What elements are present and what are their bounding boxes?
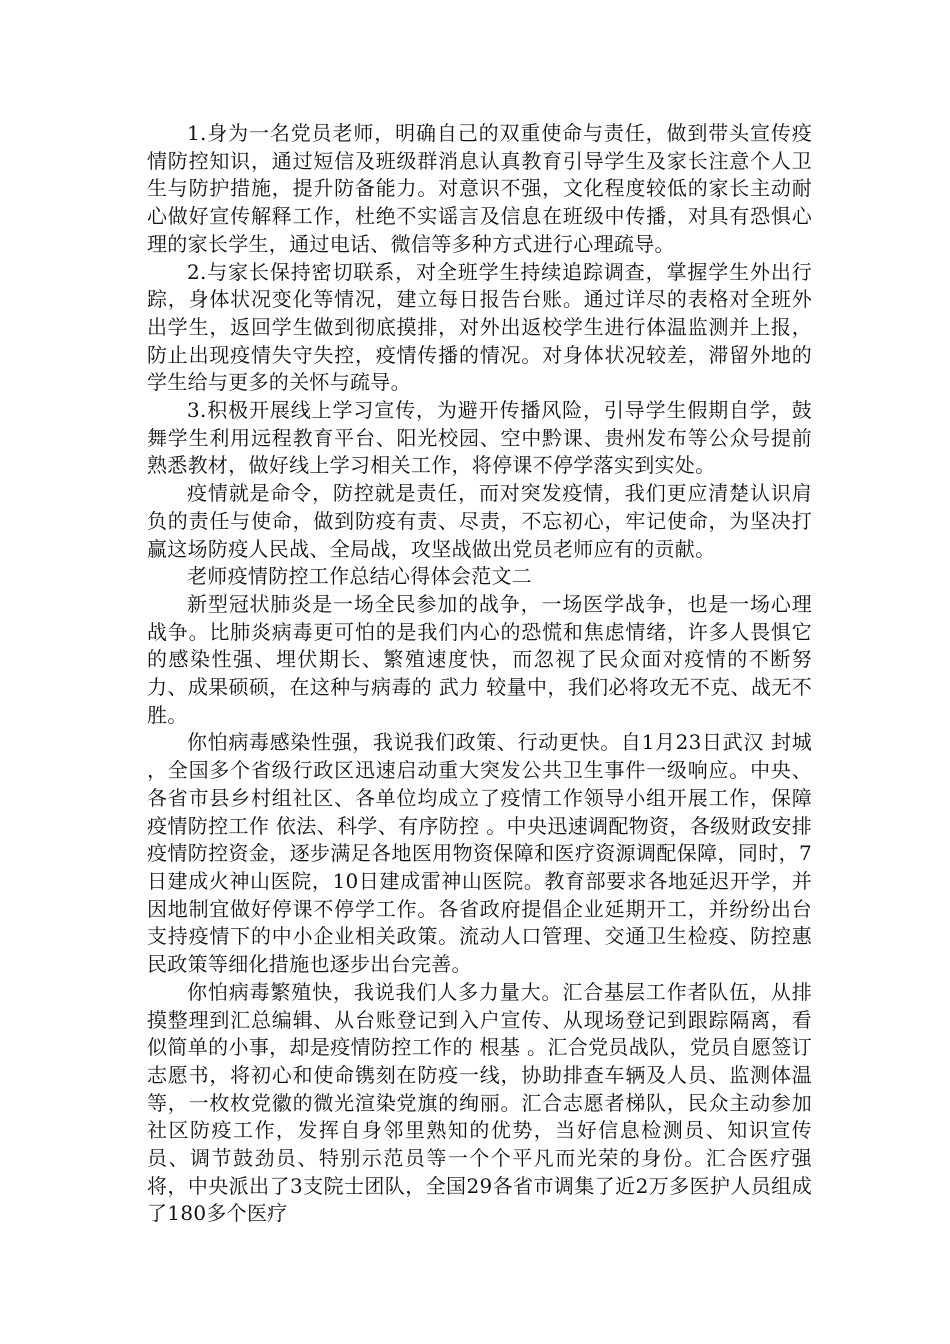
paragraph-7: 你怕病毒繁殖快，我说我们人多力量大。汇合基层工作者队伍，从排摸整理到汇总编辑、从台账登记到入户宣传、从现场登记到跟踪隔离，看似简单的小事，却是疫情防控工作的 根基 。汇合党员战队，党员自愿签订志愿书，将初心和使命镌刻在防疫一线，协助排查车辆及人员、监测体温等，一枚枚党徽的微光渲染党旗的绚丽。汇合志愿者梯队，民众主动参加社区防疫工作，发挥自身邻里熟知的优势，当好信息检测员、知识宣传员、调节鼓劲员、特别示范员等一个个平凡而光荣的身份。汇合医疗强将，中央派出了3支院士团队，全国29各省市调集了近2万多医护人员组成了180多个医疗 — [147, 979, 812, 1226]
paragraph-1: 1.身为一名党员老师，明确自己的双重使命与责任，做到带头宣传疫情防控知识，通过短信及班级群消息认真教育引导学生及家长注意个人卫生与防护措施，提升防备能力。对意识不强，文化程度较低的家长主动耐心做好宣传解释工作，杜绝不实谣言及信息在班级中传播，对具有恐惧心理的家长学生，通过电话、微信等多种方式进行心理疏导。 — [147, 121, 812, 256]
document-body — [147, 120, 812, 1228]
paragraph-5: 新型冠状肺炎是一场全民参加的战争，一场医学战争，也是一场心理战争。比肺炎病毒更可怕的是我们内心的恐慌和焦虑情绪，许多人畏惧它的感染性强、埋伏期长、繁殖速度快，而忽视了民众面对疫情的不断努力、成果硕硕，在这种与病毒的 武力 较量中，我们必将攻无不克、战无不胜。 — [147, 591, 812, 727]
section-heading: 老师疫情防控工作总结心得体会范文二 — [187, 564, 533, 589]
paragraph-6: 你怕病毒感染性强，我说我们政策、行动更快。自1月23日武汉 封城 ，全国多个省级行政区迅速启动重大突发公共卫生事件一级响应。中央、各省市县乡村组社区、各单位均成立了疫情工作领导小组开展工作，保障疫情防控工作 依法、科学、有序防控 。中央迅速调配物资，各级财政安排疫情防控资金，逐步满足各地医用物资保障和医疗资源调配保障，同时，7日建成火神山医院，10日建成雷神山医院。教育部要求各地延迟开学，并因地制宜做好停课不停学工作。各省政府提倡企业延期开工，并纷纷出台支持疫情下的中小企业相关政策。流动人口管理、交通卫生检疫、防控惠民政策等细化措施也逐步出台完善。 — [147, 730, 812, 977]
paragraph-4: 疫情就是命令，防控就是责任，而对突发疫情，我们更应清楚认识肩负的责任与使命，做到防疫有责、尽责，不忘初心，牢记使命，为坚决打赢这场防疫人民战、全局战，攻坚战做出党员老师应有的贡献。 — [147, 481, 812, 561]
paragraph-3: 3.积极开展线上学习宣传，为避开传播风险，引导学生假期自学，鼓舞学生利用远程教育平台、阳光校园、空中黔课、贵州发布等公众号提前熟悉教材，做好线上学习相关工作，将停课不停学落实到实处。 — [147, 398, 812, 478]
paragraph-2: 2.与家长保持密切联系，对全班学生持续追踪调查，掌握学生外出行踪，身体状况变化等情况，建立每日报告台账。通过详尽的表格对全班外出学生，返回学生做到彻底摸排，对外出返校学生进行体温监测并上报，防止出现疫情失守失控，疫情传播的情况。对身体状况较差，滞留外地的学生给与更多的关怀与疏导。 — [147, 259, 812, 395]
